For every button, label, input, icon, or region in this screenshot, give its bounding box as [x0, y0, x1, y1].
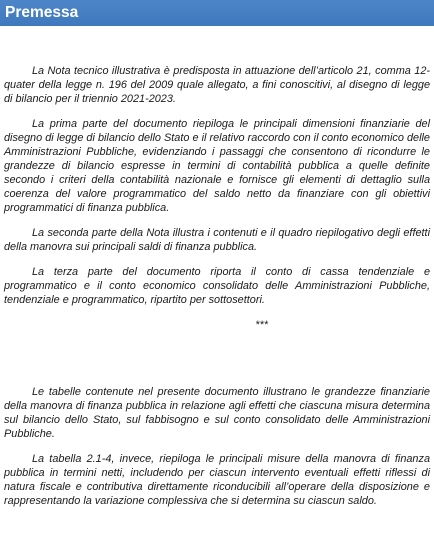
section-title: Premessa [5, 4, 79, 21]
section-header [0, 0, 434, 26]
paragraph-first-part: La prima parte del documento riepiloga le principali dimensioni finanziarie del disegno di legge di bilancio dello Stato e il relativo raccordo con il conto economico delle Amministrazioni Pubbliche, evidenziando i passaggi che consentono di ricondurre le grandezze di bilancio espresse in termini di contabilità pubblica a quelle definite secondo i criteri della contabilità nazionale e fornisce gli elementi di dettaglio sulla coerenza del valore programmatico del saldo netto da finanziare con gli obiettivi programmatici di finanza pubblica. [4, 118, 430, 214]
paragraph-second-part: La seconda parte della Nota illustra i contenuti e il quadro riepilogativo degli effetti della manovra sui principali saldi di finanza pubblica. [4, 227, 430, 253]
paragraph-third-part: La terza parte del documento riporta il conto di cassa tendenziale e programmatico e il conto economico consolidato delle Amministrazioni Pubbliche, tendenziale e programmatico, ripartito per sottosettori. [4, 266, 430, 306]
paragraph-table-2-1-4: La tabella 2.1-4, invece, riepiloga le principali misure della manovra di finanza pubblica in termini netti, includendo per ciascun intervento eventuali effetti riflessi di natura fiscale e contributiva direttamente riconducibili all’operare della disposizione e rappresentando la variazione complessiva che si determina su ciascun saldo. [4, 453, 430, 507]
section-separator: *** [255, 319, 268, 331]
paragraph-intro: La Nota tecnico illustrativa è predisposta in attuazione dell’articolo 21, comma 12-quater della legge n. 196 del 2009 quale allegato, a fini conoscitivi, al disegno di legge di bilancio per il triennio 2021-2023. [4, 65, 430, 105]
paragraph-tables: Le tabelle contenute nel presente documento illustrano le grandezze finanziarie della manovra di finanza pubblica in relazione agli effetti che ciascuna misura determina sul bilancio dello Stato, sul fabbisogno e sul conto consolidato delle Amministrazioni Pubbliche. [4, 386, 430, 440]
spacer [4, 332, 430, 385]
document-body [4, 64, 430, 519]
